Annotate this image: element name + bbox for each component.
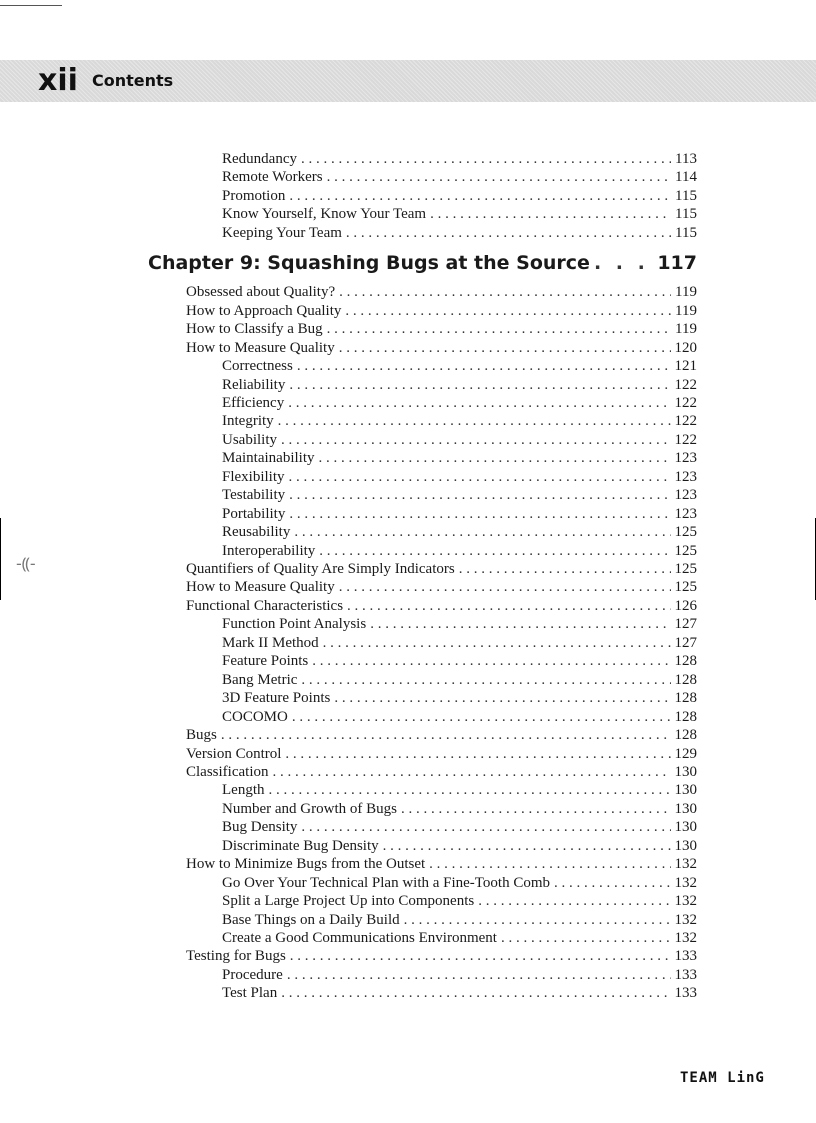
leader-dots [297, 357, 671, 376]
leader-dots [290, 947, 671, 966]
leader-dots [301, 671, 670, 690]
toc-entry-title: 3D Feature Points [222, 690, 331, 707]
toc-entry [222, 929, 697, 948]
toc-entry [222, 911, 697, 930]
leader-dots [370, 615, 670, 634]
leader-dots [404, 911, 671, 930]
toc-entry [222, 689, 697, 708]
leader-dots [339, 578, 671, 597]
toc-entry [222, 818, 697, 837]
leader-dots [347, 597, 670, 616]
toc-entry [222, 168, 697, 187]
toc-entry-title: Usability [222, 431, 277, 448]
toc-entry-page: 132 [674, 911, 697, 928]
toc-entry-page: 115 [675, 187, 697, 204]
leader-dots [339, 339, 671, 358]
crop-mark-icon: -⸨- [16, 554, 36, 573]
leader-dots [429, 855, 670, 874]
toc-entry [222, 412, 697, 431]
toc-entry-title: Length [222, 782, 265, 799]
footer-watermark: TEAM LinG [680, 1070, 765, 1086]
toc-entry [222, 505, 697, 524]
leader-dots [334, 689, 670, 708]
leader-dots [339, 283, 671, 302]
leader-dots [289, 468, 671, 487]
toc-entry-title: Split a Large Project Up into Components [222, 893, 475, 910]
toc-entry [222, 781, 697, 800]
toc-entry-page: 114 [675, 169, 697, 186]
toc-entry-title: How to Measure Quality [186, 579, 335, 596]
toc-entry-page: 129 [674, 745, 697, 762]
toc-entry [222, 652, 697, 671]
toc-entry-title: Reusability [222, 524, 291, 541]
toc-entry-page: 123 [674, 450, 697, 467]
toc-entry [186, 302, 697, 321]
toc-entry-title: Keeping Your Team [222, 224, 342, 241]
leader-dots [319, 542, 670, 561]
leader-dots [278, 412, 671, 431]
toc-entry [222, 984, 697, 1003]
toc-entry-page: 132 [674, 893, 697, 910]
toc-entry [222, 671, 697, 690]
toc-entry-title: Bang Metric [222, 671, 298, 688]
leader-dots [301, 150, 671, 169]
leader-dots [459, 560, 671, 579]
leader-dots [281, 984, 670, 1003]
toc-entry-page: 133 [674, 966, 697, 983]
toc-entry [222, 150, 697, 169]
toc-entry [222, 486, 697, 505]
toc-entry [186, 578, 697, 597]
toc-entry-title: How to Measure Quality [186, 339, 335, 356]
toc-entry-page: 117 [657, 252, 697, 275]
toc-entry [222, 634, 697, 653]
toc-entry-title: Efficiency [222, 394, 285, 411]
toc-entry-page: 123 [674, 487, 697, 504]
toc-entry-page: 119 [675, 302, 697, 319]
leader-dots [318, 449, 670, 468]
toc-entry-title: Redundancy [222, 151, 297, 167]
leader-dots [292, 708, 671, 727]
leader-dots [221, 726, 671, 745]
toc-entry-page: 122 [674, 394, 697, 411]
toc-entry [222, 449, 697, 468]
left-binding-mark [0, 518, 1, 600]
toc-entry [186, 726, 697, 745]
leader-dots [288, 394, 670, 413]
toc-entry [222, 394, 697, 413]
leader-dots [289, 505, 670, 524]
toc-entry-title: Functional Characteristics [186, 597, 344, 614]
toc-entry-page: 123 [674, 468, 697, 485]
toc-entry-page: 133 [674, 948, 697, 965]
toc-entry-title: How to Minimize Bugs from the Outset [186, 856, 426, 873]
toc-entry [186, 339, 697, 358]
toc-entry-page: 122 [674, 413, 697, 430]
toc-entry [222, 542, 697, 561]
toc-entry-title: Promotion [222, 187, 286, 204]
leader-dots [327, 320, 671, 339]
leader-dots [273, 763, 671, 782]
toc-entry-page: 128 [674, 690, 697, 707]
toc-entry-page: 125 [674, 524, 697, 541]
toc-entry-title: Interoperability [222, 542, 316, 559]
leader-dots [401, 800, 671, 819]
toc-entry-page: 128 [674, 671, 697, 688]
toc-entry-page: 125 [674, 542, 697, 559]
leader-dots [554, 874, 670, 893]
toc-entry [222, 523, 697, 542]
leader-dots [289, 486, 670, 505]
toc-entry-title: Bugs [186, 727, 217, 744]
toc-entry-title: Function Point Analysis [222, 616, 367, 633]
toc-entry [222, 837, 697, 856]
toc-entry-page: 121 [674, 358, 697, 375]
toc-entry-title: Version Control [186, 745, 282, 762]
toc-entry-page: 113 [675, 151, 697, 167]
toc-entry [222, 205, 697, 224]
toc-entry-page: 125 [674, 579, 697, 596]
toc-entry-page: 123 [674, 505, 697, 522]
toc-entry [222, 892, 697, 911]
toc-entry-title: Create a Good Communications Environment [222, 930, 497, 946]
toc-entry-title: Know Yourself, Know Your Team [222, 206, 427, 223]
toc-entry-page: 130 [674, 800, 697, 817]
toc-entry [186, 320, 697, 339]
leader-dots [281, 431, 671, 450]
toc-entry-page: 119 [675, 321, 697, 338]
toc-entry-page: 122 [674, 431, 697, 448]
page-number: xii [38, 63, 78, 98]
chapter-heading [148, 251, 697, 275]
toc-entry-title: Quantifiers of Quality Are Simply Indicators [186, 561, 455, 577]
toc-entry-title: Correctness [222, 358, 293, 375]
leader-dots [346, 224, 671, 243]
toc-entry [222, 966, 697, 985]
toc-entry [222, 615, 697, 634]
toc-entry-title: Procedure [222, 966, 283, 983]
toc-entry-title: Remote Workers [222, 169, 323, 186]
toc-entry-title: Classification [186, 763, 269, 780]
toc-entry-page: 127 [674, 616, 697, 633]
toc-entry-title: Portability [222, 505, 286, 522]
toc-entry [186, 283, 697, 302]
leader-dots [289, 376, 670, 395]
leader-dots [301, 818, 670, 837]
toc-entry-page: 130 [674, 763, 697, 780]
toc-entry-title: Number and Growth of Bugs [222, 800, 397, 817]
toc-entry-page: 125 [674, 561, 697, 577]
toc-entry-page: 115 [675, 206, 697, 223]
toc-entry-page: 130 [674, 819, 697, 836]
toc-entry-page: 127 [674, 634, 697, 651]
toc-entry-title: Maintainability [222, 450, 315, 467]
toc-entry-page: 128 [674, 708, 697, 725]
leader-dots [294, 523, 670, 542]
leader-dots [478, 892, 670, 911]
toc-entry-title: Testing for Bugs [186, 948, 286, 965]
leader-dots [594, 251, 653, 275]
toc-entry [186, 947, 697, 966]
leader-dots [312, 652, 670, 671]
toc-entry [222, 187, 697, 206]
toc-entry-title: Base Things on a Daily Build [222, 911, 400, 928]
toc-entry-page: 128 [674, 653, 697, 670]
toc-entry-page: 126 [674, 597, 697, 614]
toc-entry-title: How to Approach Quality [186, 302, 342, 319]
toc-entry [186, 855, 697, 874]
toc-entry [222, 708, 697, 727]
toc-entry [186, 745, 697, 764]
toc-entry-title: How to Classify a Bug [186, 321, 323, 338]
toc-entry-title: Mark II Method [222, 634, 319, 651]
toc-entry [222, 468, 697, 487]
toc-entry-title: Flexibility [222, 468, 285, 485]
toc-entry-page: 132 [674, 874, 697, 891]
toc-entry-page: 115 [675, 224, 697, 241]
toc-entry-title: Integrity [222, 413, 274, 430]
toc-entry-title: Testability [222, 487, 286, 504]
leader-dots [345, 302, 671, 321]
toc-entry [222, 224, 697, 243]
toc-entry [186, 597, 697, 616]
toc-entry-title: Discriminate Bug Density [222, 837, 379, 854]
toc-entry [222, 431, 697, 450]
top-rule [0, 5, 62, 6]
leader-dots [430, 205, 671, 224]
leader-dots [289, 187, 671, 206]
leader-dots [501, 929, 671, 948]
toc-entry-page: 132 [674, 856, 697, 873]
running-title: Contents [92, 71, 174, 90]
toc-entry-page: 122 [674, 376, 697, 393]
toc-entry-title: Bug Density [222, 819, 298, 836]
toc-entry [222, 874, 697, 893]
toc-entry-title: Chapter 9: Squashing Bugs at the Source [148, 252, 590, 275]
leader-dots [285, 745, 670, 764]
toc-entry-page: 120 [674, 339, 697, 356]
toc-entry-title: COCOMO [222, 708, 288, 725]
toc-entry-page: 130 [674, 837, 697, 854]
toc-entry [186, 560, 697, 579]
toc-entry [186, 763, 697, 782]
toc-entry-title: Test Plan [222, 985, 278, 1002]
leader-dots [323, 634, 671, 653]
toc-entry-title: Obsessed about Quality? [186, 284, 336, 301]
toc-entry-title: Reliability [222, 376, 286, 393]
toc-entry-page: 132 [674, 930, 697, 946]
toc-entry-page: 128 [674, 727, 697, 744]
toc-entry-page: 133 [674, 985, 697, 1002]
toc-entry-page: 119 [675, 284, 697, 301]
toc-entry [222, 357, 697, 376]
leader-dots [269, 781, 671, 800]
leader-dots [383, 837, 671, 856]
toc-entry-title: Go Over Your Technical Plan with a Fine-Tooth Comb [222, 874, 551, 891]
toc-entry [222, 800, 697, 819]
toc-entry [222, 376, 697, 395]
toc-entry-title: Feature Points [222, 653, 309, 670]
leader-dots [287, 966, 671, 985]
leader-dots [327, 168, 671, 187]
toc-entry-page: 130 [674, 782, 697, 799]
